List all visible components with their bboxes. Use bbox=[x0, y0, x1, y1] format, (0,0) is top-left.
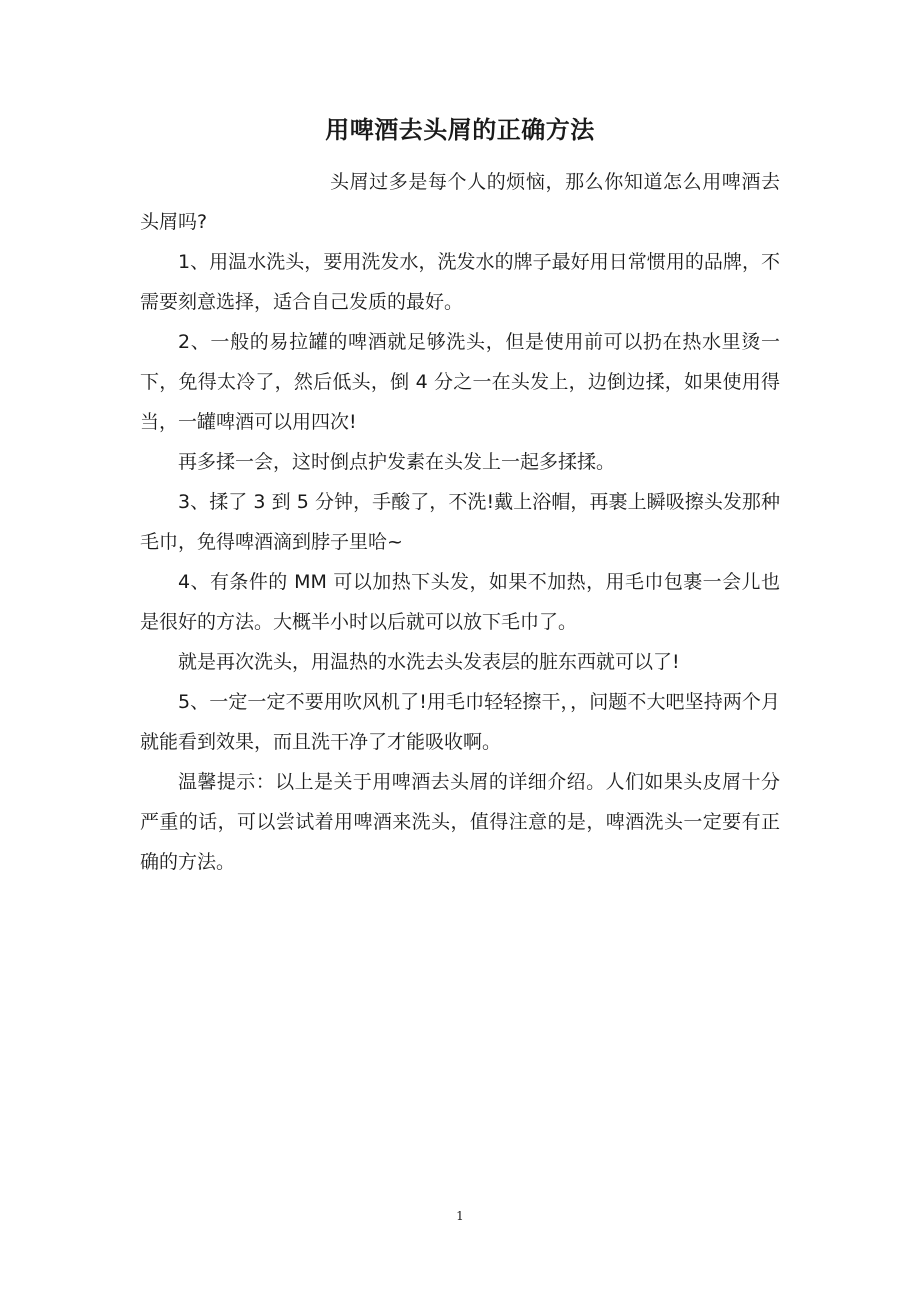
paragraph-step-2-note: 再多揉一会，这时倒点护发素在头发上一起多揉揉。 bbox=[178, 451, 616, 473]
paragraph-step-5: 5、一定一定不要用吹风机了!用毛巾轻轻擦干，，问题不大吧坚持两个月就能看到效果，而且洗干净了才能吸收啊。 bbox=[140, 691, 780, 753]
paragraph-step-3: 3、揉了 3 到 5 分钟，手酸了，不洗!戴上浴帽，再裹上瞬吸擦头发那种毛巾，免得啤酒滴到脖子里哈~ bbox=[140, 491, 780, 553]
paragraph-step-4: 4、有条件的 MM 可以加热下头发，如果不加热，用毛巾包裹一会儿也是很好的方法。大概半小时以后就可以放下毛巾了。 bbox=[140, 571, 780, 633]
paragraph-step-1: 1、用温水洗头，要用洗发水，洗发水的牌子最好用日常惯用的品牌，不需要刻意选择，适合自己发质的最好。 bbox=[140, 251, 780, 313]
paragraph-intro: 头屑过多是每个人的烦恼，那么你知道怎么用啤酒去头屑吗? bbox=[140, 171, 780, 233]
page-number: 1 bbox=[456, 1209, 464, 1223]
paragraph-step-4-note: 就是再次洗头，用温热的水洗去头发表层的脏东西就可以了! bbox=[178, 651, 680, 673]
paragraph-step-2: 2、一般的易拉罐的啤酒就足够洗头，但是使用前可以扔在热水里烫一下，免得太冷了，然后低头，倒 4 分之一在头发上，边倒边揉，如果使用得当，一罐啤酒可以用四次! bbox=[140, 331, 780, 433]
document-body bbox=[140, 162, 780, 882]
paragraph-tip: 温馨提示：以上是关于用啤酒去头屑的详细介绍。人们如果头皮屑十分严重的话，可以尝试着用啤酒来洗头，值得注意的是，啤酒洗头一定要有正确的方法。 bbox=[140, 771, 780, 873]
document-title: 用啤酒去头屑的正确方法 bbox=[325, 116, 595, 144]
